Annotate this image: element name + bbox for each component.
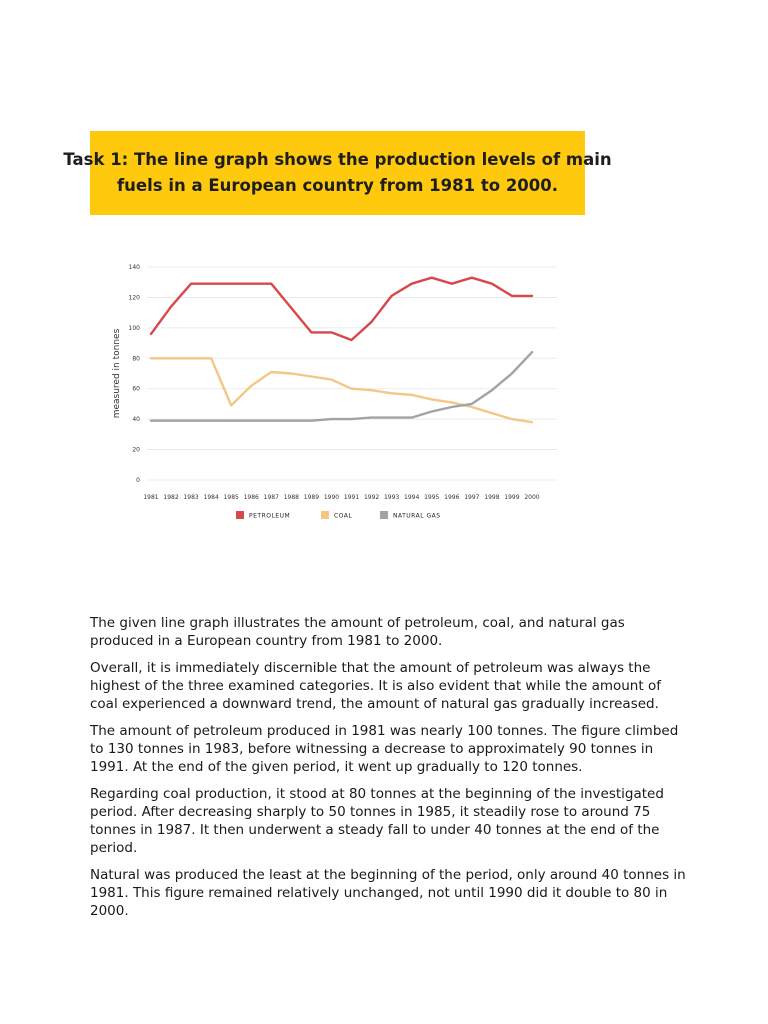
x-tick-label: 1984 — [203, 494, 219, 501]
x-tick-label: 1989 — [303, 494, 320, 501]
banner-title-line-1: Task 1: The line graph shows the production levels of main — [63, 150, 612, 169]
paragraph-petroleum: The amount of petroleum produced in 1981 was nearly 100 tonnes. The figure climbed to 130 tonnes in 1983, before witnessing a decrease to approximately 90 tonnes in 1991. At the end of the given period, it went up gradually to 120 tonnes. — [90, 723, 679, 775]
y-tick-label: 0 — [136, 477, 140, 484]
legend-label: COAL — [334, 512, 353, 520]
x-tick-label: 1985 — [223, 494, 239, 501]
y-tick-label: 80 — [132, 355, 140, 363]
x-tick-label: 1986 — [243, 494, 259, 501]
legend-swatch — [380, 511, 388, 519]
legend-label: PETROLEUM — [249, 512, 291, 520]
x-tick-label: 1996 — [444, 494, 460, 501]
x-tick-label: 1983 — [183, 494, 199, 501]
x-tick-label: 1999 — [504, 494, 520, 501]
x-tick-label: 1994 — [404, 494, 420, 501]
y-tick-label: 20 — [132, 446, 140, 454]
legend-swatch — [236, 511, 244, 519]
x-tick-label: 1991 — [343, 494, 360, 501]
y-tick-label: 100 — [128, 324, 140, 332]
y-tick-label: 40 — [132, 416, 140, 424]
series-line-coal — [151, 358, 532, 422]
x-tick-label: 1987 — [263, 494, 279, 501]
line-chart-svg — [100, 255, 570, 535]
paragraph-intro: The given line graph illustrates the amount of petroleum, coal, and natural gas produced in a European country from 1981 to 2000. — [90, 615, 625, 649]
x-tick-label: 1997 — [464, 494, 480, 501]
paragraph-natural-gas: Natural was produced the least at the beginning of the period, only around 40 tonnes in 1981. This figure remained relatively unchanged, not until 1990 did it double to 80 in 2000. — [90, 867, 686, 919]
legend-swatch — [321, 511, 329, 519]
x-tick-label: 1990 — [323, 494, 340, 501]
x-tick-label: 1998 — [484, 494, 500, 501]
task-banner — [63, 131, 612, 215]
line-chart — [100, 255, 570, 535]
x-tick-label: 2000 — [524, 494, 540, 501]
legend-label: NATURAL GAS — [393, 512, 441, 520]
y-tick-label: 60 — [132, 385, 140, 393]
y-axis-label: measured in tonnes — [112, 328, 122, 419]
essay-text — [90, 614, 690, 929]
banner-title-line-2: fuels in a European country from 1981 to 2000. — [116, 176, 559, 195]
x-tick-label: 1995 — [424, 494, 440, 501]
series-line-petroleum — [151, 278, 532, 340]
paragraph-overview: Overall, it is immediately discernible that the amount of petroleum was always the highest of the three examined categories. It is also evident that while the amount of coal experienced a downward trend, the amount of natural gas gradually increased. — [90, 660, 661, 712]
x-tick-label: 1992 — [363, 494, 380, 501]
x-tick-label: 1981 — [143, 494, 159, 501]
x-tick-label: 1988 — [283, 494, 300, 501]
paragraph-coal: Regarding coal production, it stood at 80 tonnes at the beginning of the investigated period. After decreasing sharply to 50 tonnes in 1985, it steadily rose to around 75 tonnes in 1987. It then underwent a steady fall to under 40 tonnes at the end of the period. — [90, 786, 664, 856]
x-tick-label: 1993 — [383, 494, 400, 501]
y-tick-label: 140 — [128, 264, 140, 271]
y-tick-label: 120 — [128, 294, 140, 302]
series-line-natural-gas — [151, 352, 532, 421]
x-tick-label: 1982 — [163, 494, 179, 501]
